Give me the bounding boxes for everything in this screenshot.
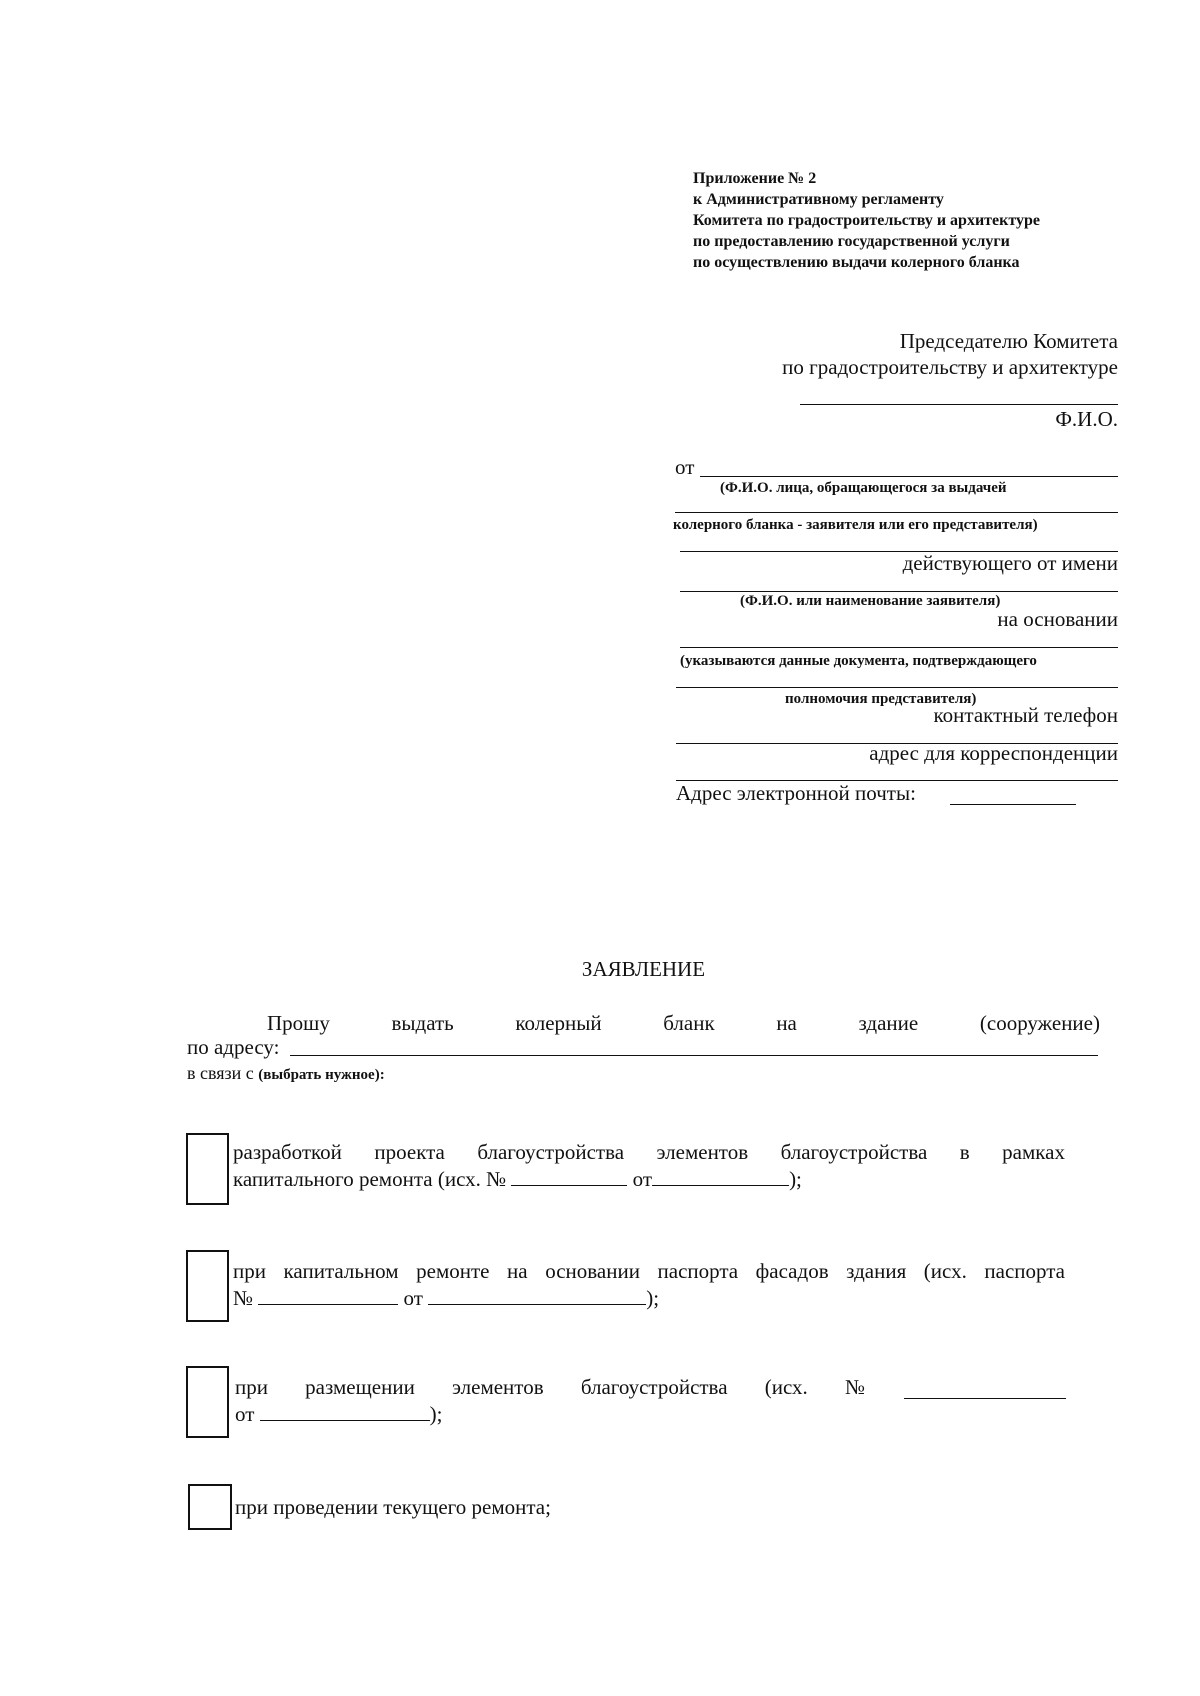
applicant-name-hint: (Ф.И.О. лица, обращающегося за выдачей bbox=[720, 480, 1007, 496]
acting-label: действующего от имени bbox=[902, 551, 1118, 575]
request-word: на bbox=[776, 1011, 797, 1035]
passport-date-field[interactable] bbox=[428, 1286, 646, 1305]
reason-line bbox=[187, 1062, 385, 1086]
option-text: при капитальном ремонте на основании паспорта фасадов здания (исх. паспорта bbox=[233, 1259, 1065, 1283]
appendix-line: по осуществлению выдачи колерного бланка bbox=[693, 254, 1020, 271]
appendix-title: Приложение № 2 bbox=[693, 170, 817, 187]
option-text: при размещении элементов благоустройства (исх. № bbox=[235, 1375, 865, 1399]
ref-date-field[interactable] bbox=[260, 1402, 430, 1421]
option-checkbox[interactable] bbox=[186, 1133, 229, 1205]
option-text-part: капитального ремонта (исх. № bbox=[233, 1167, 507, 1191]
request-word: колерный bbox=[515, 1011, 602, 1035]
option-text-part: от bbox=[403, 1286, 423, 1310]
represented-name-hint: (Ф.И.О. или наименование заявителя) bbox=[740, 593, 1001, 609]
basis-document-field[interactable] bbox=[680, 647, 1118, 648]
option-text-line2 bbox=[233, 1285, 659, 1311]
from-label: от bbox=[675, 455, 695, 479]
ref-date-field[interactable] bbox=[652, 1167, 789, 1186]
option-checkbox[interactable] bbox=[188, 1484, 232, 1530]
request-word: здание bbox=[858, 1011, 919, 1035]
phone-label: контактный телефон bbox=[933, 703, 1118, 727]
correspondence-address-label: адрес для корреспонденции bbox=[869, 741, 1118, 765]
fio-label: Ф.И.О. bbox=[1055, 407, 1118, 431]
option-text-part: от bbox=[235, 1402, 255, 1426]
request-word: (сооружение) bbox=[979, 1011, 1100, 1035]
option-text: при проведении текущего ремонта; bbox=[235, 1495, 551, 1519]
basis-document-field-2[interactable] bbox=[676, 687, 1118, 688]
request-word: выдать bbox=[391, 1011, 454, 1035]
option-text: разработкой проекта благоустройства элементов благоустройства в рамках bbox=[233, 1140, 1065, 1164]
option-text-line2 bbox=[235, 1401, 442, 1427]
request-word: Прошу bbox=[267, 1011, 330, 1035]
option-text-part: от bbox=[632, 1167, 653, 1191]
ref-number-field[interactable] bbox=[511, 1167, 627, 1186]
address-field[interactable] bbox=[290, 1055, 1098, 1056]
option-text-part: ); bbox=[646, 1286, 660, 1310]
chairman-name-field[interactable] bbox=[800, 404, 1118, 405]
addressee-line: Председателю Комитета bbox=[899, 329, 1118, 353]
reason-hint: (выбрать нужное): bbox=[258, 1067, 385, 1083]
option-text-line2 bbox=[233, 1166, 802, 1192]
option-checkbox[interactable] bbox=[186, 1250, 229, 1322]
appendix-line: Комитета по градостроительству и архитектуре bbox=[693, 212, 1040, 229]
addressee-line: по градостроительству и архитектуре bbox=[782, 355, 1118, 379]
request-word: бланк bbox=[663, 1011, 715, 1035]
ref-number-field[interactable] bbox=[904, 1398, 1066, 1399]
basis-document-hint-2: полномочия представителя) bbox=[785, 691, 977, 707]
passport-number-field[interactable] bbox=[258, 1286, 398, 1305]
reason-label: в связи с bbox=[187, 1063, 254, 1083]
option-text-part: № bbox=[233, 1286, 254, 1310]
email-label: Адрес электронной почты: bbox=[676, 781, 916, 805]
applicant-name-field-2[interactable] bbox=[675, 512, 1118, 513]
basis-label: на основании bbox=[997, 607, 1118, 631]
applicant-name-hint-2: колерного бланка - заявителя или его представителя) bbox=[673, 517, 1038, 533]
option-text-part: ); bbox=[789, 1167, 802, 1191]
request-line bbox=[190, 1010, 1100, 1036]
statement-title: ЗАЯВЛЕНИЕ bbox=[581, 957, 706, 981]
applicant-name-field[interactable] bbox=[700, 476, 1118, 477]
basis-document-hint: (указываются данные документа, подтверждающего bbox=[680, 653, 1037, 669]
address-label: по адресу: bbox=[187, 1035, 280, 1059]
option-checkbox[interactable] bbox=[186, 1366, 229, 1438]
option-text-part: ); bbox=[429, 1402, 443, 1426]
appendix-line: по предоставлению государственной услуги bbox=[693, 233, 1010, 250]
appendix-line: к Административному регламенту bbox=[693, 191, 944, 208]
email-field[interactable] bbox=[950, 804, 1076, 805]
